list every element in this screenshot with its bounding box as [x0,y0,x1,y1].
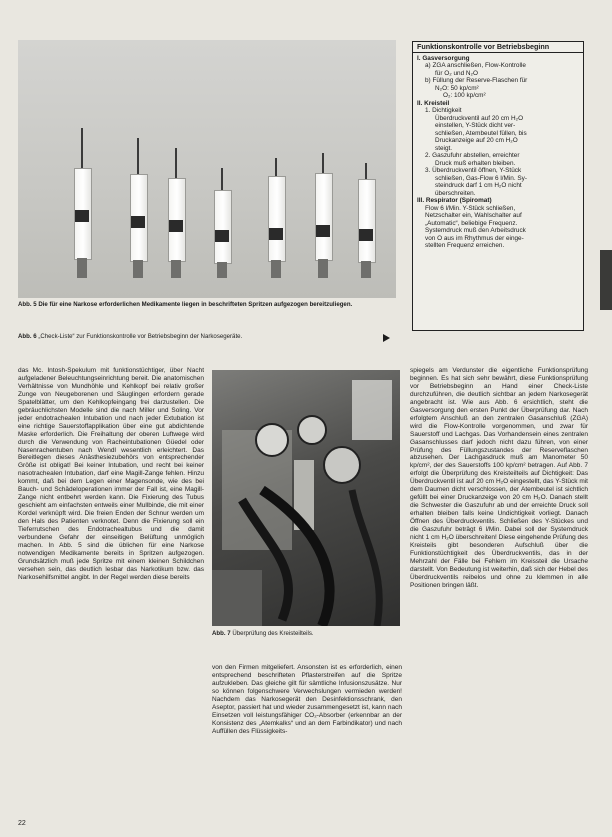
checklist-line: schließen, Gas-Flow 6 l/Min. Sy- [435,174,527,182]
checklist-line: steigt. [435,144,453,152]
checklist-line: 2. Gaszufuhr abstellen, erreichter [425,152,520,159]
figure-5-caption [18,301,398,308]
checklist-line: stellten Frequenz erreichen. [425,242,505,249]
anesthesia-machine-image [212,370,400,626]
figure-6-text: „Check-Liste“ zur Funktionskontrolle vor Betriebsbeginn der Narkosegeräte. [38,333,243,340]
syringe-image [130,138,146,278]
page-number: 22 [18,820,26,827]
checklist-line: von O aus im Rhythmus der einge- [425,234,524,242]
body-text: das Mc. Intosh-Spekulum mit funktionstüchtiger, über Nacht aufgeladener Beleuchtungseinrichtung bereit. Die anatomischen Verhältnisse von Mundhöhle und Kehlkopf bei relativ großer Zunge von Neugeborenen und Säuglingen erfordern gerade Spatelblätter, um den Kehlkopfeingang frei darzustellen. Die gebräuchlichsten Modelle sind die nach Miller und Soling. Vor jeder endotrachealen Intubation und nach jeder Extubation ist eine richtige Sauerstoffapplikation über eine gut abdichtende Maske erforderlich. Die Freihaltung der oberen Luftwege wird durch die Verwendung von Racheintubationen Güedel oder Nasenrachentuben nach Wendl wesentlich erleichtert. Das Bereitlegen dieses Anästhesiezubehörs von entsprechender Größe ist obligat! Bei keiner Intubation, und recht bei keiner nasotrachealen Intubation, darf eine Magill-Zange fehlen. Hinzu kommt, daß bei dem Legen einer Magensonde, wie des bei Bauch- und Schädeloperationen immer der Fall ist, eine Magill-Zange nicht entbehrt werden kann. Die Fixierung des Tubus geschieht am einfachsten entweils einer Mullbinde, die mit einer Kordel verknüpft wird. Die freien Enden der Schnur werden um den Hals des Patienten verknotet. Denn die Fixierung soll ein Tieferrutschen des Endotrachealtubus und die damit verbundene Gefahr der einseitigen Belüftung unmöglich machen. In Abb. 5 sind die üblichen für eine Narkose notwendigen Medikamente bereits in Spritzen aufgezogen. Grundsätzlich muß jede Spritze mit einem kleinen Schildchen versehen sein, das deutlich lesbar das Narkotikum bzw. das Narkosehilfsmittel angibt. In der Regel werden diese bereits [18,367,204,581]
checklist-line: 1. Dichtigkeit [425,107,462,114]
figure-7-label: Abb. 7 [212,630,231,637]
checklist-line: N₂O: 50 kp/cm² [435,84,479,92]
figure-6-label: Abb. 6 [18,333,37,340]
checklist-title: Funktionskontrolle vor Betriebsbeginn [413,42,583,53]
checklist-line: Systemdruck muß den Arbeitsdruck [425,227,526,234]
checklist-line: überschreiten. [435,189,476,197]
text-column-right [410,367,588,817]
figure-6-caption [18,333,378,340]
body-text: spiegels am Verdunster die eigentliche Funktionsprüfung beginnen. Es hat sich sehr bewährt, diese Funktionsprüfung vor Betriebsbeginn an Hand einer Check-Liste durchzuführen, die deutlich sichtbar an jedem Narkosegerät angebracht ist. Wie aus Abb. 6 ersichtlich, steht die Gasversorgung den ersten Punkt der Überprüfung dar. Nach erfolgtem Anschluß an den zentralen Gasanschluß (ZGA) wird die Flow-Kontrolle vorgenommen, und zwar für Sauerstoff und Lachgas. Das Vorhandensein eines zentralen Gasanschlusses darf jedoch nicht dazu führen, von einer Prüfung des Füllungszustandes der Reserveflaschen abzusehen. Der Lachgasdruck muß am Manometer 50 kp/cm², der des Sauerstoffs 100 kp/cm² betragen. Auf Abb. 7 erfolgt die Überprüfung des Kreisteilteils auf Dichtigkeit: Das Überdruckventil ist auf 20 cm H₂O eingestellt, das Y-Stück mit dem Daumen dicht verschlossen, der Atembeutel ist sichtlich gefüllt bei einer Druckanzeige von 20 cm H₂O. Danach stellt die Schwester die Gaszufuhr ab und der erreichte Druck soll erhalten bleiben falls keine Undichtigkeit vorliegt. Danach Öffnen des Überdruckventils. Schließen des Y-Stückes und die Gaszufuhr beträgt 6 l/Min. Dabei soll der Systemdruck nicht 1 cm H₂O überschreiten! Diese eingehende Prüfung des Kreisteils gibt besonderen Aufschluß über die Funktionstüchtigkeit des Überdruckventils, das in der Mehrzahl der Fälle bei Fehlern im Kreissteil die Ursache darstellt. Von Bedeutung ist weiterhin, daß sich der Hebel des Überdruckventils reibelos und ohne zu klemmen in alle Positionen bringen läßt. [410,367,588,589]
checklist-box [412,41,584,331]
checklist-line: „Automatic“, beliebige Frequenz. [425,219,518,227]
checklist-line: III. Respirator (Spiromat) [417,197,492,204]
figure-7-text: Überprüfung des Kreisteilteils. [232,630,314,637]
figure-5-label: Abb. 5 [18,301,37,308]
checklist-line: Druckanzeige auf 20 cm H₂O [435,137,518,144]
body-text: von den Firmen mitgeliefert. Ansonsten ist es erforderlich, einen entsprechend beschrifteten Pflasterstreifen auf die Spritze aufzukleben. Das gleiche gilt für sämtliche Infusionszusätze. Nur so können folgenschwere Verwechslungen vermieden werden! Nachdem das Narkosegerät den Desinfektionsschrank, den Aseptor, passiert hat und wieder zusammengesetzt ist, kann nach Einsetzen voll leistungsfähiger CO₂-Absorber (erkennbar an der Konsistenz des „Atemkalks“ und an dem Farbindikator) und nach Auffüllen des Flüssigkeits- [212,664,402,735]
checklist-line: O₂: 100 kp/cm² [443,92,486,99]
checklist-line: 3. Überdruckventil öffnen, Y-Stück [425,167,522,174]
checklist-line: a) ZGA anschließen, Flow-Kontrolle [425,62,526,69]
checklist-line: I. Gasversorgung [417,54,470,62]
text-column-middle [212,664,402,818]
syringe-image [268,158,284,278]
checklist-line: Netzschalter ein, Wahlschalter auf [425,212,522,219]
checklist-line: II. Kreisteil [417,99,450,107]
figure-7-caption [212,630,402,637]
syringe-image [168,148,184,278]
checklist-line: Überdruckventil auf 20 cm H₂O [435,114,524,122]
page-edge-tab [600,250,612,310]
checklist-line: einstellen, Y-Stück dicht ver- [435,122,516,129]
syringe-image [358,163,374,278]
syringe-image [74,128,90,278]
anesthesia-machine-photo [212,370,400,626]
checklist-line: b) Füllung der Reserve-Flaschen für [425,77,528,84]
text-column-left [18,367,204,817]
checklist-line: schließen, Atembeutel füllen, bis [435,129,527,137]
syringes-photo [18,40,396,298]
syringe-image [214,168,230,278]
checklist-line: Druck muß erhalten bleiben. [435,159,516,167]
figure-5-text: Die für eine Narkose erforderlichen Medikamente liegen in beschrifteten Spritzen aufgezogen bereitzuliegen. [38,301,353,308]
checklist-line: Flow 6 l/Min. Y-Stück schließen, [425,204,516,212]
arrow-right-icon [383,334,390,342]
syringe-image [315,153,331,278]
checklist-lines [417,55,579,250]
checklist-line: steindruck darf 1 cm H₂O nicht [435,182,522,189]
checklist-line: für O₂ und N₂O [435,69,478,77]
